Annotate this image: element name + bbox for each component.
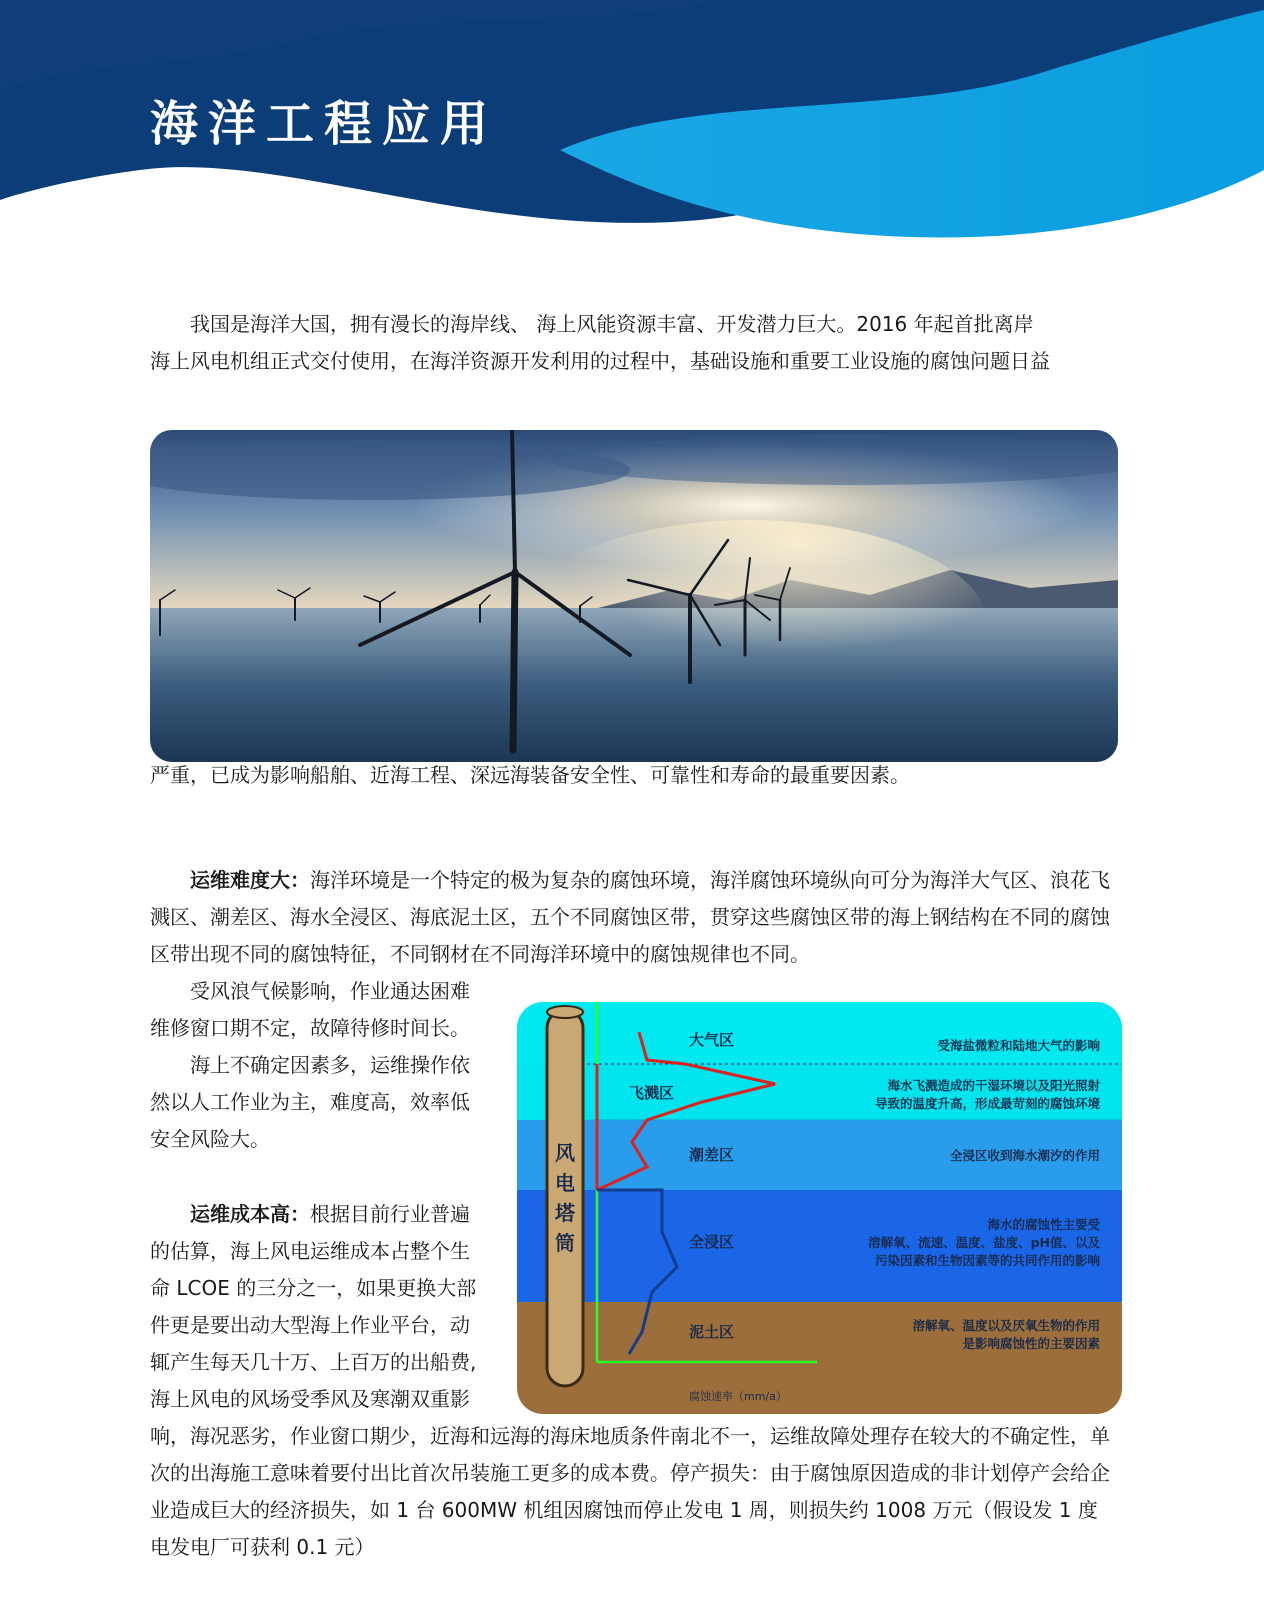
zone-desc-immersion-2: 溶解氧、流速、温度、盐度、pH值、以及: [868, 1235, 1100, 1250]
uncertainty-line-1: 海上不确定因素多，运维操作依: [190, 1053, 470, 1077]
weather-line-1: 受风浪气候影响，作业通达困难: [190, 979, 470, 1003]
intro-line-2: 海上风电机组正式交付使用，在海洋资源开发利用的过程中，基础设施和重要工业设施的腐蚀问题日益: [150, 349, 1050, 373]
cost-heading: 运维成本高：: [190, 1202, 310, 1226]
zone-desc-tidal: 全浸区收到海水潮汐的作用: [949, 1148, 1100, 1163]
tower-char-1: 风: [555, 1141, 575, 1165]
cost-line-3: 命 LCOE 的三分之一，如果更换大部: [150, 1276, 477, 1300]
intro-continuation: 严重，已成为影响船舶、近海工程、深远海装备安全性、可靠性和寿命的最重要因素。: [150, 763, 910, 787]
zone-label-splash: 飞溅区: [629, 1084, 675, 1102]
cost-line-2: 的估算，海上风电运维成本占整个生: [150, 1239, 470, 1263]
uncertainty-line-2: 然以人工作业为主，难度高，效率低: [150, 1090, 470, 1114]
maintenance-paragraph: [150, 862, 1112, 973]
wind-tower: [547, 1006, 583, 1386]
zone-label-tidal: 潮差区: [689, 1146, 735, 1164]
zone-desc-immersion-3: 污染因素和生物因素等的共同作用的影响: [874, 1253, 1100, 1268]
maintenance-details: [150, 973, 500, 1158]
intro-line-1: 我国是海洋大国，拥有漫长的海岸线、 海上风能资源丰富、开发潜力巨大。2016 年起首批离岸: [190, 312, 1034, 336]
zone-desc-atmosphere: 受海盐微粒和陆地大气的影响: [937, 1038, 1100, 1053]
cost-line-1-text: 根据目前行业普遍: [310, 1202, 470, 1226]
x-axis-label: 腐蚀速率（mm/a）: [689, 1390, 787, 1403]
maintenance-heading: 运维难度大：: [190, 868, 310, 892]
zone-label-atmosphere: 大气区: [689, 1031, 735, 1049]
zone-desc-immersion-1: 海水的腐蚀性主要受: [987, 1217, 1100, 1232]
tower-char-3: 塔: [555, 1201, 575, 1225]
maintenance-body: 海洋环境是一个特定的极为复杂的腐蚀环境，海洋腐蚀环境纵向可分为海洋大气区、浪花飞溅区、潮差区、海水全浸区、海底泥土区，五个不同腐蚀区带，贯穿这些腐蚀区带的海上钢结构在不同的腐蚀区带出现不同的腐蚀特征，不同钢材在不同海洋环境中的腐蚀规律也不同。: [150, 868, 1110, 966]
wind-farm-photo: [150, 430, 1118, 762]
corrosion-diagram-svg: [517, 1002, 1122, 1414]
corrosion-zone-diagram: [517, 1002, 1122, 1414]
zone-label-immersion: 全浸区: [689, 1233, 735, 1251]
tower-char-2: 电: [555, 1171, 575, 1195]
zone-desc-mud-1: 溶解氧、温度以及厌氧生物的作用: [912, 1318, 1100, 1333]
zone-desc-splash-1: 海水飞溅造成的干湿环境以及阳光照射: [887, 1078, 1100, 1093]
page-title: 海洋工程应用: [150, 96, 499, 152]
zone-label-mud: 泥土区: [689, 1323, 735, 1341]
cost-line-6: 海上风电的风场受季风及寒潮双重影: [150, 1387, 470, 1411]
cost-line-5: 辄产生每天几十万、上百万的出船费,: [150, 1350, 477, 1374]
weather-line-2: 维修窗口期不定，故障待修时间长。: [150, 1016, 470, 1040]
uncertainty-line-3: 安全风险大。: [150, 1127, 270, 1151]
cost-continuation: 响，海况恶劣，作业窗口期少，近海和远海的海床地质条件南北不一，运维故障处理存在较大的不确定性，单次的出海施工意味着要付出比首次吊装施工更多的成本费。停产损失：由于腐蚀原因造成的非计划停产会给企业造成巨大的经济损失，如 1 台 600MW 机组因腐蚀而停止发电 1 周，则损失约 1008 万元（假设发 1 度电发电厂可获利 0.1 元）: [150, 1424, 1110, 1559]
cost-line-1: [150, 1196, 510, 1233]
zone-band-atmosphere: [517, 1002, 1122, 1064]
intro-paragraph: [150, 306, 1130, 380]
zone-desc-splash-2: 导致的温度升高，形成最苛刻的腐蚀环境: [874, 1096, 1100, 1111]
zone-desc-mud-2: 是影响腐蚀性的主要因素: [962, 1336, 1100, 1351]
cost-line-4: 件更是要出动大型海上作业平台，动: [150, 1313, 470, 1337]
cost-paragraph: [150, 1196, 510, 1418]
header-banner: [0, 0, 1264, 260]
tower-char-4: 筒: [555, 1231, 575, 1255]
